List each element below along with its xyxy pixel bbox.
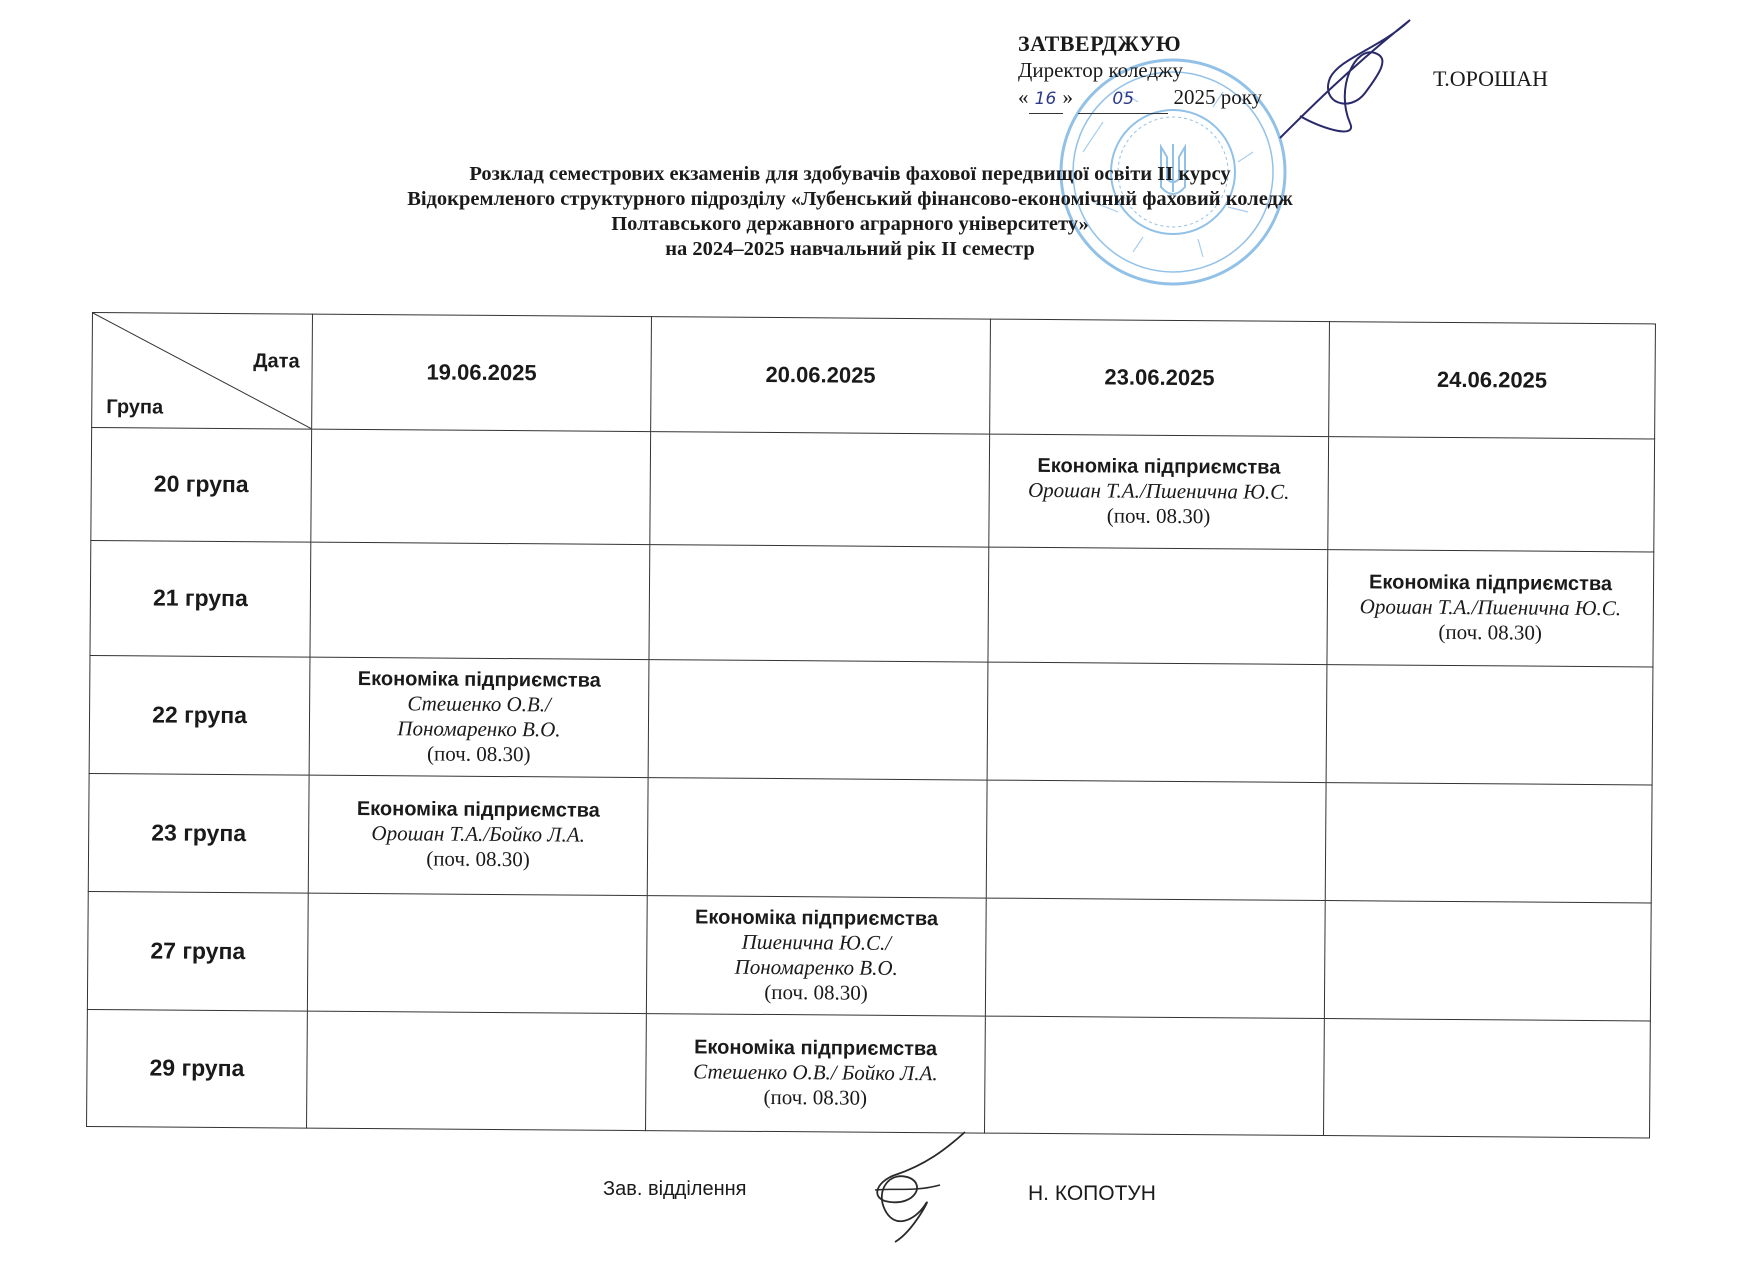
date-header: 24.06.2025 (1329, 322, 1656, 439)
director-signature (1240, 18, 1440, 148)
exam-teachers: Пономаренко В.О. (734, 954, 898, 980)
empty-cell (650, 432, 990, 547)
group-label: 29 група (87, 1009, 308, 1128)
group-label: 27 група (87, 891, 308, 1011)
empty-cell (987, 662, 1327, 783)
group-label: 20 група (91, 427, 312, 542)
empty-cell (988, 547, 1328, 664)
heading-line-4: на 2024–2025 навчальний рік ІІ семестр (665, 238, 1035, 260)
table-row (91, 427, 1655, 551)
empty-cell (1323, 1019, 1650, 1138)
empty-cell (1326, 664, 1653, 784)
table-header-row (92, 313, 1656, 439)
exam-subject: Економіка підприємства (1368, 571, 1613, 595)
approval-title: ЗАТВЕРДЖУЮ (1018, 31, 1182, 56)
empty-cell (986, 780, 1326, 901)
corner-group-label: Група (106, 396, 164, 419)
head-signature (855, 1130, 985, 1245)
document-heading (300, 162, 1400, 262)
exam-teachers: Стешенко О.В./ (407, 691, 551, 717)
empty-cell (648, 659, 988, 780)
exam-schedule-table (86, 312, 1656, 1138)
exam-cell (646, 1014, 986, 1134)
approval-year: 2025 року (1173, 85, 1263, 109)
approval-month: 05 (1078, 86, 1168, 114)
exam-cell (1327, 549, 1654, 666)
table-row (89, 655, 1653, 785)
empty-cell (985, 1016, 1325, 1136)
approval-position: Директор коледжу (1018, 58, 1184, 82)
exam-start-time: (поч. 08.30) (426, 846, 530, 872)
corner-cell (92, 313, 313, 430)
director-name: Т.ОРОШАН (1433, 66, 1548, 91)
exam-start-time: (поч. 08.30) (763, 1084, 868, 1110)
footer-name: Н. КОПОТУН (1028, 1182, 1156, 1205)
empty-cell (1328, 437, 1655, 552)
empty-cell (310, 542, 650, 659)
approval-date: « 16 » 05 2025 року (1018, 84, 1262, 114)
empty-cell (649, 544, 989, 661)
empty-cell (307, 893, 647, 1014)
table-row (90, 540, 1654, 666)
empty-cell (1325, 782, 1652, 902)
approval-block (1018, 30, 1262, 114)
exam-cell (989, 434, 1329, 549)
empty-cell (311, 429, 651, 544)
group-label: 23 група (88, 773, 309, 893)
date-header: 23.06.2025 (990, 319, 1330, 436)
exam-subject: Економіка підприємства (357, 667, 601, 692)
heading-line-2: Відокремленого структурного підрозділу «Лубенський фінансово-економічний фаховий коледж (407, 188, 1293, 210)
table-row (87, 1009, 1651, 1138)
exam-teachers: Орошан Т.А./Бойко Л.А. (371, 821, 585, 848)
exam-cell (309, 657, 649, 778)
exam-start-time: (поч. 08.30) (1438, 619, 1543, 645)
date-header: 19.06.2025 (312, 314, 652, 431)
exam-teachers: Стешенко О.В./ Бойко Л.А. (693, 1059, 938, 1086)
exam-subject: Економіка підприємства (356, 798, 600, 823)
group-label: 22 група (89, 655, 310, 775)
group-label: 21 група (90, 540, 311, 657)
heading-line-3: Полтавського державного аграрного університету» (611, 213, 1089, 235)
exam-subject: Економіка підприємства (1037, 454, 1281, 479)
exam-start-time: (поч. 08.30) (426, 741, 531, 767)
heading-line-1: Розклад семестрових екзаменів для здобувачів фахової передвищої освіти ІІ курсу (469, 163, 1231, 185)
date-header: 20.06.2025 (651, 317, 991, 434)
exam-subject: Економіка підприємства (695, 906, 939, 931)
table-row (88, 773, 1652, 903)
empty-cell (985, 898, 1325, 1019)
corner-date-label: Дата (253, 350, 300, 373)
exam-teachers: Пшенична Ю.С./ (741, 929, 892, 955)
exam-start-time: (поч. 08.30) (764, 979, 868, 1005)
empty-cell (647, 777, 987, 898)
exam-teachers: Орошан Т.А./Пшенична Ю.С. (1359, 594, 1622, 621)
table-row (87, 891, 1651, 1021)
exam-cell (646, 895, 986, 1016)
empty-cell (307, 1011, 647, 1131)
exam-teachers: Пономаренко В.О. (397, 716, 561, 742)
approval-day: 16 (1029, 86, 1063, 114)
exam-start-time: (поч. 08.30) (1106, 503, 1211, 529)
exam-teachers: Орошан Т.А./Пшенична Ю.С. (1027, 477, 1290, 504)
exam-subject: Економіка підприємства (694, 1036, 938, 1061)
exam-cell (308, 775, 648, 896)
footer-position: Зав. відділення (603, 1178, 747, 1200)
empty-cell (1324, 900, 1651, 1020)
